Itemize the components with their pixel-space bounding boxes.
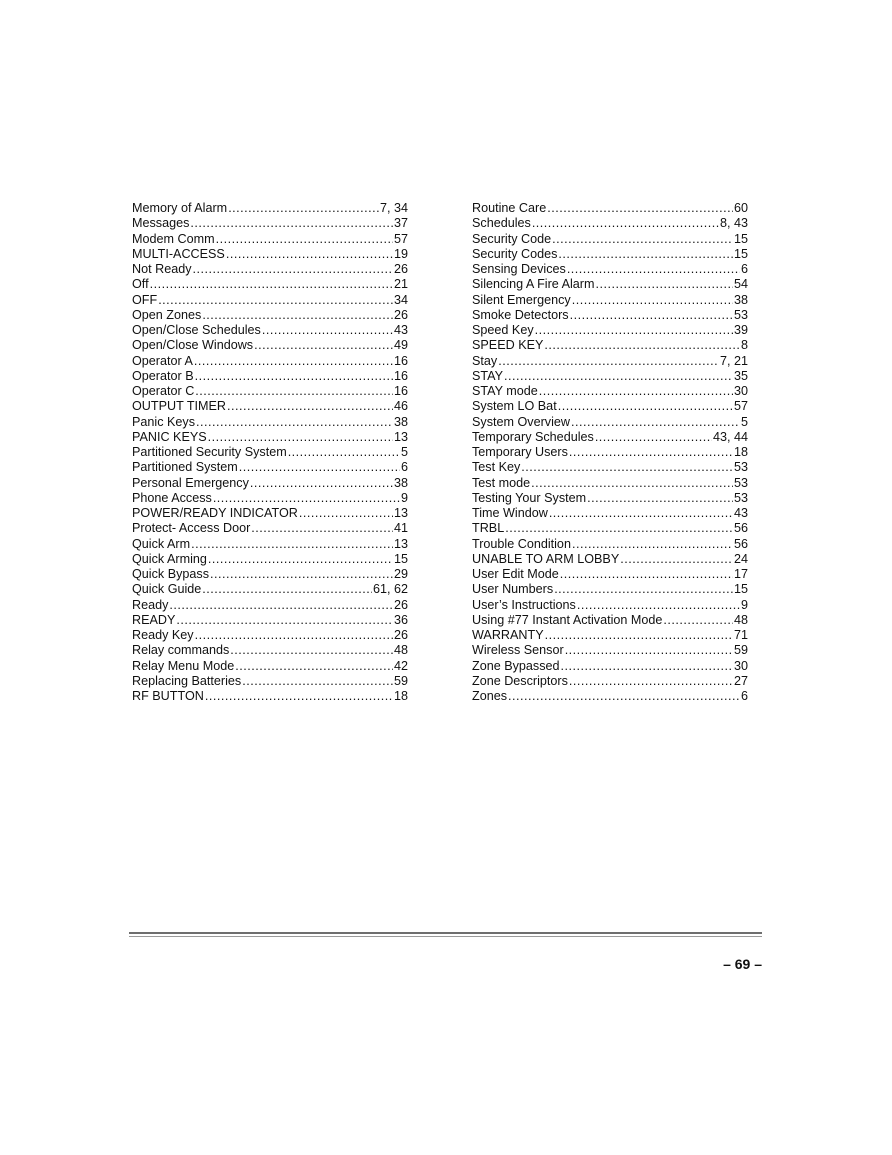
index-term: Quick Bypass	[132, 567, 209, 581]
index-entry	[132, 582, 408, 597]
dot-leader	[208, 552, 393, 567]
dot-leader	[539, 384, 733, 399]
index-page-ref: 29	[393, 567, 408, 581]
index-entry	[472, 491, 748, 506]
index-entry	[472, 521, 748, 536]
index-page-ref: 53	[733, 475, 748, 490]
index-term: Protect- Access Door	[132, 521, 251, 536]
dot-leader	[227, 399, 393, 414]
index-page-ref: 9	[740, 597, 748, 612]
index-page-ref: 71	[733, 628, 748, 642]
page-number: – 69 –	[723, 956, 762, 972]
index-term: RF BUTTON	[132, 689, 204, 703]
index-entry	[132, 552, 408, 567]
index-entry	[472, 445, 748, 460]
dot-leader	[176, 613, 393, 628]
index-entry	[132, 354, 408, 369]
index-term: Phone Access	[132, 490, 212, 505]
dot-leader	[663, 613, 733, 628]
index-page-ref: 8, 43	[719, 216, 748, 231]
index-page-ref: 43	[733, 506, 748, 520]
index-term: Open/Close Windows	[132, 338, 254, 353]
index-term: Replacing Batteries	[132, 673, 242, 688]
index-entry	[132, 277, 408, 292]
index-page-ref: 61, 62	[372, 582, 408, 597]
index-entry	[132, 506, 408, 521]
dot-leader	[299, 506, 393, 521]
dot-leader	[169, 598, 393, 613]
index-page-ref: 53	[733, 460, 748, 475]
index-entry	[472, 232, 748, 247]
index-term: Ready Key	[132, 628, 194, 642]
index-page-ref: 37	[393, 216, 408, 231]
index-page-ref: 56	[733, 536, 748, 551]
index-page-ref: 13	[393, 506, 408, 520]
index-page-ref: 57	[733, 399, 748, 414]
index-entry	[472, 506, 748, 521]
dot-leader	[572, 293, 733, 308]
index-page-ref: 54	[733, 277, 748, 292]
dot-leader	[158, 293, 393, 308]
index-entry	[132, 674, 408, 689]
index-entry	[132, 659, 408, 674]
index-entry	[472, 674, 748, 689]
dot-leader	[190, 216, 393, 231]
dot-leader	[587, 491, 733, 506]
index-entry	[132, 262, 408, 277]
dot-leader	[552, 232, 733, 247]
index-entry	[472, 582, 748, 597]
index-term: Using #77 Instant Activation Mode	[472, 612, 663, 627]
index-entry	[472, 552, 748, 567]
index-page-ref: 56	[733, 521, 748, 536]
index-page-ref: 15	[733, 582, 748, 597]
index-term: Relay commands	[132, 643, 230, 658]
index-term: OUTPUT TIMER	[132, 399, 226, 414]
index-term: Open Zones	[132, 307, 202, 322]
dot-leader	[193, 262, 393, 277]
index-term: Partitioned Security System	[132, 445, 287, 459]
index-entry	[132, 338, 408, 353]
index-entry	[472, 460, 748, 475]
index-entry	[472, 308, 748, 323]
index-term: Time Window	[472, 506, 548, 520]
index-page-ref: 9	[400, 490, 408, 505]
dot-leader	[505, 521, 733, 536]
index-entry	[472, 430, 748, 445]
index-page-ref: 46	[393, 399, 408, 414]
dot-leader	[228, 201, 379, 216]
dot-leader	[565, 643, 733, 658]
dot-leader	[569, 445, 733, 460]
index-term: Quick Guide	[132, 582, 202, 597]
index-page-ref: 27	[733, 673, 748, 688]
dot-leader	[561, 659, 733, 674]
index-page-ref: 16	[393, 384, 408, 398]
index-term: Quick Arm	[132, 536, 191, 551]
index-term: Operator B	[132, 368, 194, 383]
index-term: MULTI-ACCESS	[132, 246, 225, 261]
index-term: Operator A	[132, 353, 193, 368]
index-term: System Overview	[472, 414, 570, 429]
dot-leader	[194, 354, 393, 369]
index-term: Test mode	[472, 475, 531, 490]
index-entry	[132, 643, 408, 658]
index-term: Temporary Users	[472, 445, 568, 459]
index-page-ref: 41	[393, 521, 408, 536]
index-page-ref: 5	[740, 414, 748, 429]
index-page-ref: 17	[733, 567, 748, 581]
index-entry	[132, 689, 408, 704]
index-entry	[472, 293, 748, 308]
dot-leader	[239, 460, 400, 475]
index-term: Panic Keys	[132, 414, 195, 429]
index-page-ref: 8	[740, 338, 748, 353]
index-page-ref: 6	[740, 689, 748, 703]
dot-leader	[202, 308, 393, 323]
index-entry	[132, 598, 408, 613]
index-term: Open/Close Schedules	[132, 323, 261, 337]
index-page-ref: 38	[393, 414, 408, 429]
index-page-ref: 13	[393, 429, 408, 444]
index-term: STAY	[472, 368, 504, 383]
index-entry	[472, 354, 748, 369]
dot-leader	[251, 521, 393, 536]
index-page-ref: 48	[733, 612, 748, 627]
index-entry	[132, 430, 408, 445]
index-term: READY	[132, 612, 176, 627]
dot-leader	[205, 689, 393, 704]
index-page-ref: 43, 44	[712, 429, 748, 444]
index-entry	[472, 628, 748, 643]
dot-leader	[532, 216, 719, 231]
index-term: Speed Key	[472, 323, 534, 337]
index-page-ref: 53	[733, 490, 748, 505]
index-term: Silencing A Fire Alarm	[472, 277, 595, 292]
index-term: Schedules	[472, 216, 531, 231]
index-page-ref: 57	[393, 231, 408, 246]
index-entry	[132, 537, 408, 552]
dot-leader	[531, 476, 733, 491]
index-term: TRBL	[472, 521, 505, 536]
index-page-ref: 15	[733, 246, 748, 261]
dot-leader	[262, 323, 393, 338]
index-term: Smoke Detectors	[472, 307, 569, 322]
index-entry	[132, 613, 408, 628]
index-page-ref: 26	[393, 597, 408, 612]
index-entry	[132, 323, 408, 338]
index-page-ref: 7, 34	[379, 201, 408, 215]
index-column-right	[472, 201, 748, 704]
index-term: Temporary Schedules	[472, 429, 594, 444]
index-page-ref: 26	[393, 307, 408, 322]
index-entry	[132, 445, 408, 460]
index-term: PANIC KEYS	[132, 429, 207, 444]
dot-leader	[596, 277, 733, 292]
dot-leader	[572, 537, 733, 552]
index-term: WARRANTY	[472, 628, 544, 642]
dot-leader	[620, 552, 733, 567]
index-entry	[132, 415, 408, 430]
index-entry	[132, 567, 408, 582]
index-page-ref: 34	[393, 292, 408, 307]
index-term: Off	[132, 277, 149, 292]
index-term: SPEED KEY	[472, 338, 544, 353]
dot-leader	[213, 491, 400, 506]
index-column-left	[132, 201, 408, 704]
dot-leader	[549, 506, 733, 521]
index-page-ref: 26	[393, 628, 408, 642]
dot-leader	[242, 674, 393, 689]
index-entry	[132, 628, 408, 643]
index-entry	[472, 247, 748, 262]
dot-leader	[595, 430, 712, 445]
index-term: Wireless Sensor	[472, 643, 564, 658]
dot-leader	[191, 537, 393, 552]
index-entry	[472, 613, 748, 628]
index-entry	[132, 293, 408, 308]
index-term: Memory of Alarm	[132, 201, 228, 215]
index-page-ref: 15	[393, 551, 408, 566]
dot-leader	[554, 582, 733, 597]
dot-leader	[504, 369, 733, 384]
index-term: User Edit Mode	[472, 567, 559, 581]
index-page-ref: 16	[393, 353, 408, 368]
index-page-ref: 30	[733, 384, 748, 398]
dot-leader	[235, 659, 393, 674]
index-page-ref: 39	[733, 323, 748, 337]
index-entry	[132, 491, 408, 506]
dot-leader	[230, 643, 393, 658]
index-term: Quick Arming	[132, 551, 207, 566]
index-term: Zones	[472, 689, 508, 703]
index-term: Sensing Devices	[472, 262, 566, 276]
index-term: Operator C	[132, 384, 195, 398]
dot-leader	[150, 277, 393, 292]
index-term: OFF	[132, 292, 158, 307]
dot-leader	[216, 232, 393, 247]
dot-leader	[577, 598, 740, 613]
index-page-ref: 6	[740, 262, 748, 276]
index-term: Testing Your System	[472, 490, 587, 505]
dot-leader	[202, 582, 372, 597]
index-entry	[472, 598, 748, 613]
dot-leader	[208, 430, 393, 445]
dot-leader	[521, 460, 733, 475]
index-entry	[472, 277, 748, 292]
index-entry	[472, 689, 748, 704]
index-term: STAY mode	[472, 384, 538, 398]
index-page-ref: 53	[733, 307, 748, 322]
dot-leader	[210, 567, 393, 582]
index-page-ref: 13	[393, 536, 408, 551]
dot-leader	[508, 689, 740, 704]
index-entry	[472, 216, 748, 231]
index-term: Stay	[472, 353, 498, 368]
index-page-ref: 5	[400, 445, 408, 459]
dot-leader	[288, 445, 400, 460]
index-entry	[472, 384, 748, 399]
index-entry	[132, 384, 408, 399]
index-page-ref: 19	[393, 246, 408, 261]
index-entry	[132, 232, 408, 247]
dot-leader	[195, 369, 393, 384]
index-term: Trouble Condition	[472, 536, 571, 551]
index-term: POWER/READY INDICATOR	[132, 506, 298, 520]
index-page-ref: 49	[393, 338, 408, 353]
index-page-ref: 18	[393, 689, 408, 703]
index-term: Messages	[132, 216, 190, 231]
index-page-ref: 59	[393, 673, 408, 688]
index-entry	[472, 399, 748, 414]
index-page-ref: 18	[733, 445, 748, 459]
dot-leader	[569, 674, 733, 689]
index-page-ref: 7, 21	[719, 353, 748, 368]
index-entry	[132, 216, 408, 231]
index-entry	[472, 323, 748, 338]
index-entry	[132, 247, 408, 262]
index-entry	[472, 567, 748, 582]
index-term: Silent Emergency	[472, 292, 571, 307]
index-entry	[472, 537, 748, 552]
index-page-ref: 16	[393, 368, 408, 383]
dot-leader	[558, 399, 733, 414]
dot-leader	[195, 628, 393, 643]
index-page-ref: 60	[733, 201, 748, 215]
dot-leader	[547, 201, 733, 216]
index-entry	[472, 643, 748, 658]
index-term: Not Ready	[132, 262, 192, 276]
index-term: System LO Bat	[472, 399, 557, 414]
index-entry	[472, 262, 748, 277]
index-page-ref: 24	[733, 551, 748, 566]
index-entry	[132, 308, 408, 323]
index-page-ref: 48	[393, 643, 408, 658]
dot-leader	[558, 247, 733, 262]
index-page-ref: 15	[733, 231, 748, 246]
index-term: Routine Care	[472, 201, 547, 215]
index-page-ref: 42	[393, 658, 408, 673]
index-entry	[132, 201, 408, 216]
index-term: Ready	[132, 597, 169, 612]
dot-leader	[535, 323, 733, 338]
dot-leader	[570, 308, 733, 323]
index-entry	[472, 659, 748, 674]
dot-leader	[498, 354, 719, 369]
index-entry	[472, 415, 748, 430]
index-term: Zone Bypassed	[472, 658, 560, 673]
dot-leader	[567, 262, 740, 277]
footer-divider-thin	[129, 936, 762, 937]
index-term: Security Code	[472, 231, 552, 246]
index-page-ref: 30	[733, 658, 748, 673]
index-page-ref: 26	[393, 262, 408, 276]
index-page-ref: 38	[733, 292, 748, 307]
index-page-ref: 59	[733, 643, 748, 658]
index-page-ref: 43	[393, 323, 408, 337]
index-term: User’s Instructions	[472, 597, 576, 612]
index-term: Security Codes	[472, 246, 558, 261]
index-entry	[132, 399, 408, 414]
index-term: Modem Comm	[132, 231, 215, 246]
dot-leader	[195, 384, 393, 399]
index-term: Personal Emergency	[132, 475, 249, 490]
index-page-ref: 35	[733, 368, 748, 383]
index-entry	[472, 201, 748, 216]
footer-divider	[129, 932, 762, 934]
dot-leader	[196, 415, 393, 430]
index-term: Zone Descriptors	[472, 673, 568, 688]
index-term: User Numbers	[472, 582, 554, 597]
index-term: UNABLE TO ARM LOBBY	[472, 551, 620, 566]
index-entry	[132, 476, 408, 491]
dot-leader	[250, 476, 393, 491]
index-page-ref: 38	[393, 475, 408, 490]
index-entry	[472, 476, 748, 491]
dot-leader	[571, 415, 740, 430]
dot-leader	[254, 338, 393, 353]
dot-leader	[560, 567, 733, 582]
dot-leader	[226, 247, 393, 262]
index-entry	[472, 338, 748, 353]
index-term: Partitioned System	[132, 460, 238, 475]
index-page-ref: 21	[393, 277, 408, 292]
index-page-ref: 6	[400, 460, 408, 475]
index-entry	[472, 369, 748, 384]
index-entry	[132, 369, 408, 384]
dot-leader	[544, 338, 740, 353]
index-term: Test Key	[472, 460, 521, 475]
index-entry	[132, 521, 408, 536]
index-page-ref: 36	[393, 612, 408, 627]
index-entry	[132, 460, 408, 475]
index-term: Relay Menu Mode	[132, 658, 235, 673]
dot-leader	[545, 628, 733, 643]
